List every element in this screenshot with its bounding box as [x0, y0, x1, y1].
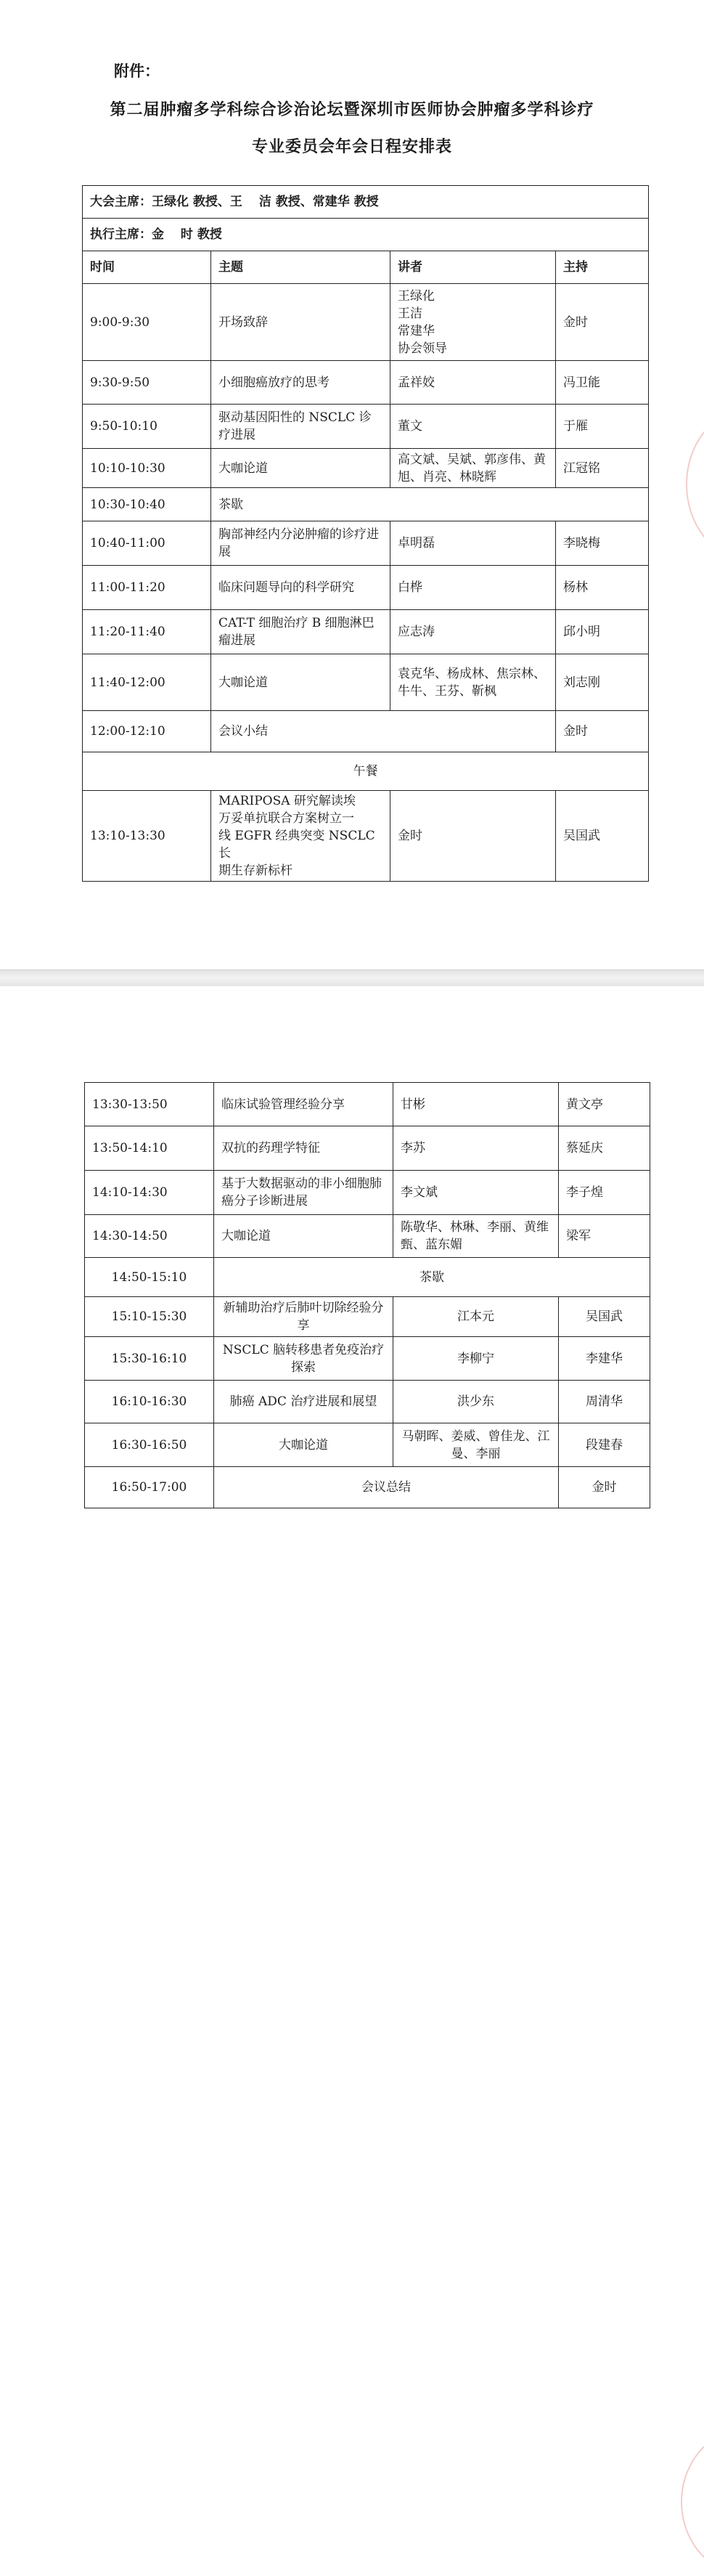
speaker-cell: 江本元 — [393, 1297, 559, 1337]
host-cell: 李建华 — [559, 1337, 650, 1381]
speaker-name: 王绿化 — [398, 288, 435, 304]
table-row — [83, 566, 649, 610]
topic-cell: 基于大数据驱动的非小细胞肺癌分子诊断进展 — [214, 1171, 393, 1215]
time-cell: 10:10-10:30 — [83, 449, 211, 488]
time-cell: 13:50-14:10 — [85, 1126, 214, 1171]
topic-cell: 临床试验管理经验分享 — [214, 1083, 393, 1126]
header-topic: 主题 — [211, 251, 390, 284]
topic-cell: 大咖论道 — [211, 654, 390, 711]
topic-cell: 新辅助治疗后肺叶切除经验分享 — [214, 1297, 393, 1337]
topic-cell: CAT-T 细胞治疗 B 细胞淋巴瘤进展 — [211, 610, 390, 654]
table-row — [85, 1337, 650, 1381]
topic-cell: 大咖论道 — [211, 449, 390, 488]
table-row — [85, 1171, 650, 1215]
schedule-table-afternoon — [84, 1082, 650, 1508]
topic-cell: 肺癌 ADC 治疗进展和展望 — [214, 1381, 393, 1423]
host-cell: 冯卫能 — [556, 361, 649, 405]
host-cell: 邱小明 — [556, 610, 649, 654]
time-cell: 12:00-12:10 — [83, 711, 211, 752]
speaker-cell: 白桦 — [390, 566, 556, 610]
speaker-cell: 孟祥姣 — [390, 361, 556, 405]
break-cell: 茶歇 — [214, 1258, 650, 1297]
topic-cell: 胸部神经内分泌肿瘤的诊疗进展 — [211, 521, 390, 566]
speaker-cell: 应志涛 — [390, 610, 556, 654]
schedule-table-morning — [82, 185, 649, 882]
document-title-line-1: 第二届肿瘤多学科综合诊治论坛暨深圳市医师协会肿瘤多学科诊疗 — [110, 100, 594, 119]
lunch-cell: 午餐 — [83, 752, 649, 791]
time-cell: 11:40-12:00 — [83, 654, 211, 711]
speaker-name: 王洁 — [398, 306, 422, 321]
host-cell: 金时 — [556, 711, 649, 752]
time-cell: 16:30-16:50 — [85, 1423, 214, 1467]
header-speaker: 讲者 — [390, 251, 556, 284]
time-cell: 16:10-16:30 — [85, 1381, 214, 1423]
speaker-cell: 甘彬 — [393, 1083, 559, 1126]
host-cell: 吴国武 — [556, 791, 649, 882]
time-cell: 9:30-9:50 — [83, 361, 211, 405]
table-row — [83, 654, 649, 711]
topic-line: 期生存新标杆 — [218, 864, 292, 878]
speaker-cell — [390, 284, 556, 361]
time-cell: 10:30-10:40 — [83, 488, 211, 521]
exec-chair-cell: 执行主席：金 时 教授 — [83, 219, 649, 251]
host-cell: 刘志刚 — [556, 654, 649, 711]
time-cell: 15:10-15:30 — [85, 1297, 214, 1337]
time-cell: 11:00-11:20 — [83, 566, 211, 610]
topic-cell: 临床问题导向的科学研究 — [211, 566, 390, 610]
host-cell: 杨林 — [556, 566, 649, 610]
speaker-cell: 马朝晖、姜威、曾佳龙、江曼、李丽 — [393, 1423, 559, 1467]
speaker-cell: 高文斌、吴斌、郭彦伟、黄旭、肖亮、林晓辉 — [390, 449, 556, 488]
break-cell: 茶歇 — [211, 488, 649, 521]
speaker-cell: 李文斌 — [393, 1171, 559, 1215]
time-cell: 9:00-9:30 — [83, 284, 211, 361]
host-cell: 黄文亭 — [559, 1083, 650, 1126]
document-page-1 — [0, 0, 704, 970]
topic-cell: 小细胞癌放疗的思考 — [211, 361, 390, 405]
table-row — [83, 521, 649, 566]
chair-cell: 大会主席：王绿化 教授、王 洁 教授、常建华 教授 — [83, 186, 649, 219]
topic-line: 线 EGFR 经典突变 NSCLC 长 — [218, 829, 375, 861]
host-cell: 周清华 — [559, 1381, 650, 1423]
time-cell: 9:50-10:10 — [83, 405, 211, 449]
time-cell: 16:50-17:00 — [85, 1467, 214, 1508]
topic-line: 万妥单抗联合方案树立一 — [218, 811, 354, 826]
table-row — [83, 361, 649, 405]
table-row — [83, 711, 649, 752]
speaker-cell: 卓明磊 — [390, 521, 556, 566]
attachment-label: 附件： — [114, 62, 160, 80]
chair-row — [83, 186, 649, 219]
table-header-row — [83, 251, 649, 284]
table-row — [85, 1126, 650, 1171]
host-cell: 吴国武 — [559, 1297, 650, 1337]
speaker-cell: 袁克华、杨成林、焦宗林、牛牛、王芬、靳枫 — [390, 654, 556, 711]
speaker-cell: 洪少东 — [393, 1381, 559, 1423]
host-cell: 段建春 — [559, 1423, 650, 1467]
speaker-cell: 李苏 — [393, 1126, 559, 1171]
topic-cell: NSCLC 脑转移患者免疫治疗探索 — [214, 1337, 393, 1381]
host-cell: 蔡延庆 — [559, 1126, 650, 1171]
topic-cell — [211, 791, 390, 882]
header-time: 时间 — [83, 251, 211, 284]
host-cell: 梁军 — [559, 1215, 650, 1258]
red-seal-stamp — [686, 410, 704, 558]
red-seal-stamp — [681, 2428, 704, 2576]
topic-cell: 开场致辞 — [211, 284, 390, 361]
lunch-row — [83, 752, 649, 791]
table-row — [85, 1381, 650, 1423]
topic-cell: 驱动基因阳性的 NSCLC 诊疗进展 — [211, 405, 390, 449]
table-row — [85, 1423, 650, 1467]
host-cell: 李子煌 — [559, 1171, 650, 1215]
table-row-break — [85, 1258, 650, 1297]
topic-cell: 大咖论道 — [214, 1215, 393, 1258]
time-cell: 14:10-14:30 — [85, 1171, 214, 1215]
table-row — [85, 1467, 650, 1508]
topic-cell: 会议小结 — [211, 711, 556, 752]
time-cell: 13:30-13:50 — [85, 1083, 214, 1126]
host-cell: 李晓梅 — [556, 521, 649, 566]
time-cell: 15:30-16:10 — [85, 1337, 214, 1381]
table-row — [83, 791, 649, 882]
speaker-cell: 金时 — [390, 791, 556, 882]
time-cell: 10:40-11:00 — [83, 521, 211, 566]
speaker-cell: 陈敬华、林琳、李丽、黄维甄、蓝东媚 — [393, 1215, 559, 1258]
table-row — [83, 449, 649, 488]
table-row — [85, 1215, 650, 1258]
host-cell: 于雁 — [556, 405, 649, 449]
host-cell: 金时 — [556, 284, 649, 361]
page-separator — [0, 970, 704, 988]
topic-cell: 双抗的药理学特征 — [214, 1126, 393, 1171]
exec-chair-row — [83, 219, 649, 251]
table-row — [83, 610, 649, 654]
topic-cell: 大咖论道 — [214, 1423, 393, 1467]
host-cell: 金时 — [559, 1467, 650, 1508]
table-row — [83, 405, 649, 449]
topic-line: MARIPOSA 研究解读埃 — [218, 794, 356, 808]
speaker-name: 常建华 — [398, 323, 435, 338]
table-row — [83, 284, 649, 361]
speaker-cell: 董文 — [390, 405, 556, 449]
time-cell: 11:20-11:40 — [83, 610, 211, 654]
host-cell: 江冠铭 — [556, 449, 649, 488]
table-row — [85, 1297, 650, 1337]
speaker-cell: 李柳宁 — [393, 1337, 559, 1381]
time-cell: 14:50-15:10 — [85, 1258, 214, 1297]
topic-cell: 会议总结 — [214, 1467, 559, 1508]
table-row — [85, 1083, 650, 1126]
document-title-line-2: 专业委员会年会日程安排表 — [251, 137, 452, 156]
table-row-break — [83, 488, 649, 521]
header-host: 主持 — [556, 251, 649, 284]
time-cell: 14:30-14:50 — [85, 1215, 214, 1258]
time-cell: 13:10-13:30 — [83, 791, 211, 882]
speaker-name: 协会领导 — [398, 341, 447, 356]
